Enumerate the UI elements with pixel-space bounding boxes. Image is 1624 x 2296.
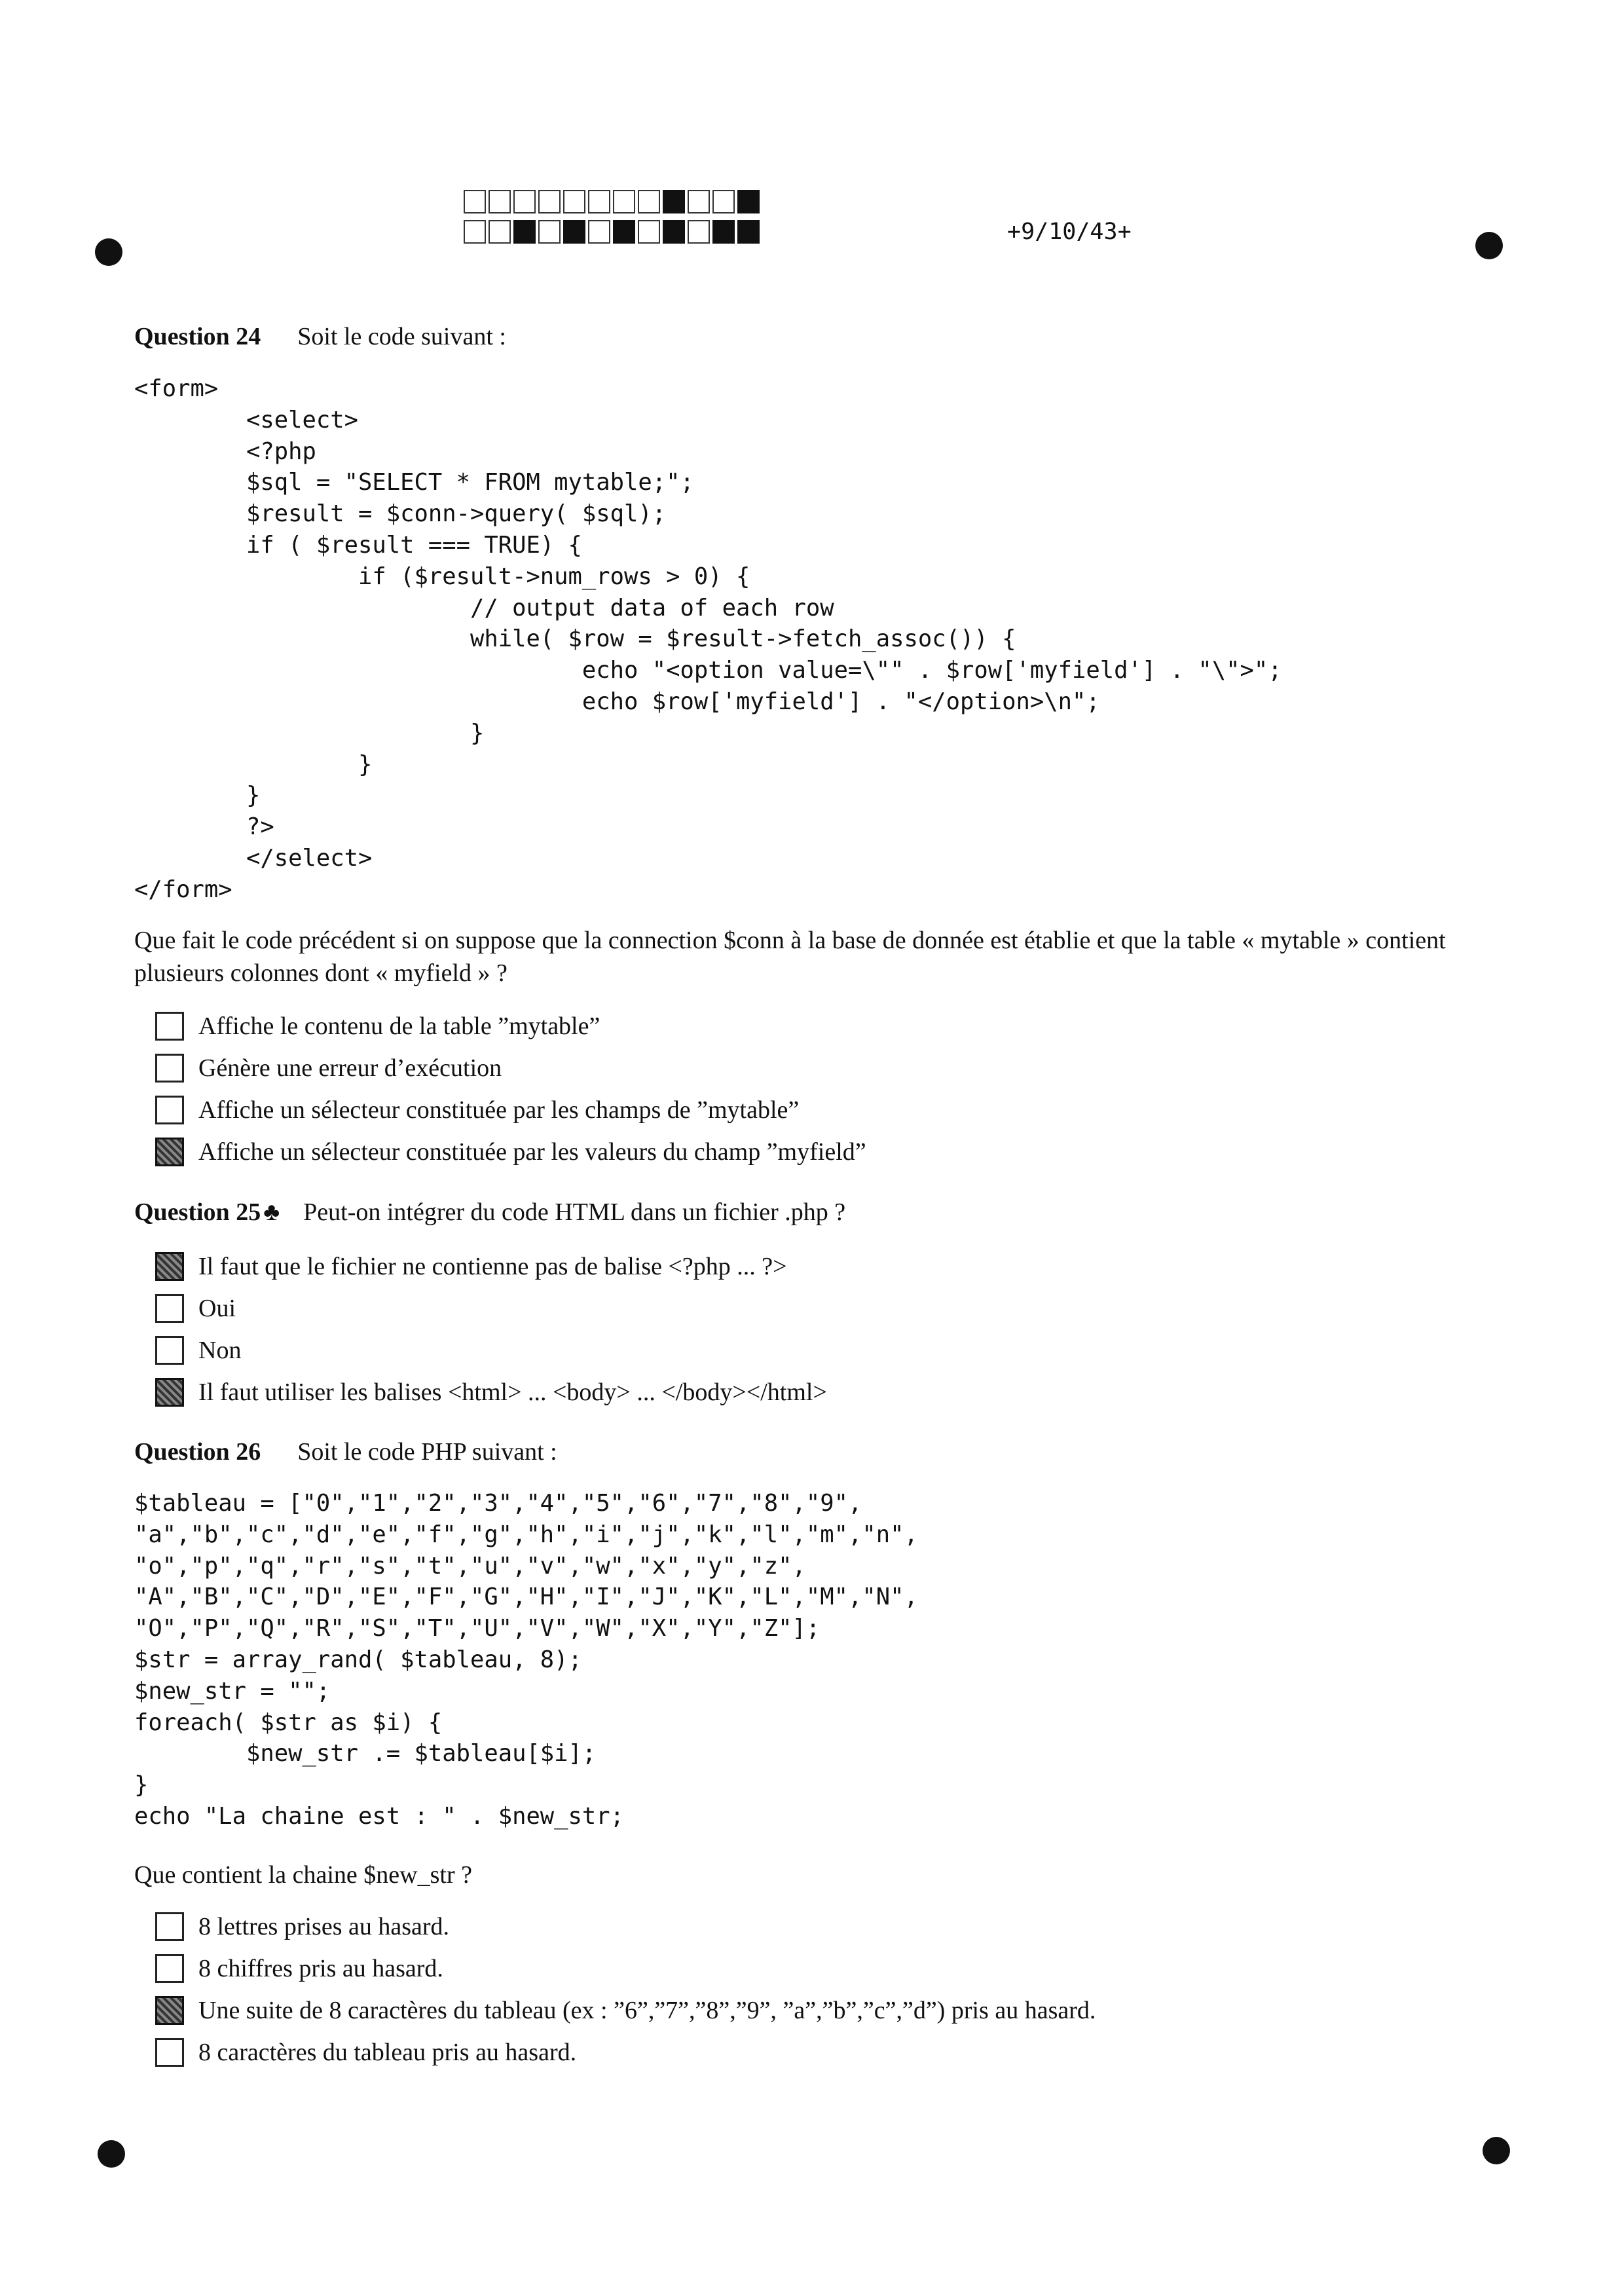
barcode-cell [563,190,585,213]
answer-option[interactable] [155,1131,866,1173]
answer-label: Non [198,1337,242,1364]
barcode-cell [712,190,735,213]
barcode-cell [613,190,635,213]
answer-option[interactable] [155,1371,827,1413]
checkbox[interactable] [155,1096,184,1124]
checkbox[interactable] [155,2038,184,2067]
answer-option[interactable] [155,1246,827,1287]
registration-mark-bottom-left [98,2140,125,2168]
barcode-cell [538,190,561,213]
barcode-cell [464,190,486,213]
answer-option[interactable] [155,1906,1096,1948]
question-24-code: <form> <select> <?php $sql = "SELECT * FROM mytable;"; $result = $conn->query( $sql); if ( $result === TRUE) { if ($result->num_rows > 0) { // output data of each row while( $row = $result->fetch_assoc()) { echo "<option value=\"" . $row['myfield'] . "\">"; echo $row['myfield'] . "</option>\n"; } } } ?> </select> </form> [134,375,1282,903]
answer-label: 8 caractères du tableau pris au hasard. [198,2039,577,2066]
answer-label: Il faut que le fichier ne contienne pas de balise <?php ... ?> [198,1253,787,1280]
answer-option[interactable] [155,1990,1096,2031]
registration-mark-top-left [95,238,122,266]
question-24-text: Que fait le code précédent si on suppose que la connection $conn à la base de donnée est établie et que la table « mytable » contient plusieurs colonnes dont « myfield » ? [134,927,1446,987]
registration-mark-bottom-right [1483,2137,1510,2164]
answer-label: Génère une erreur d’exécution [198,1054,502,1082]
barcode-cell [737,220,760,244]
question-25-answers [155,1246,827,1413]
barcode-cell [464,220,486,244]
answer-label: 8 lettres prises au hasard. [198,1913,450,1940]
barcode-cell [513,190,536,213]
answer-label: Il faut utiliser les balises <html> ... <body> ... </body></html> [198,1379,827,1406]
answer-label: Affiche un sélecteur constituée par les valeurs du champ ”myfield” [198,1138,866,1166]
answer-option[interactable] [155,1329,827,1371]
question-24-answers [155,1005,866,1173]
question-24-label: Question 24 [134,323,261,350]
answer-option[interactable] [155,2031,1096,2073]
barcode-cell [588,190,610,213]
answer-label: Une suite de 8 caractères du tableau (ex : ”6”,”7”,”8”,”9”, ”a”,”b”,”c”,”d”) pris au hasard. [198,1997,1096,2024]
question-26-label: Question 26 [134,1438,261,1466]
question-26-text: Que contient la chaine $new_str ? [134,1861,472,1889]
question-25-label: Question 25 [134,1198,261,1226]
question-25-header [134,1198,845,1227]
answer-option[interactable] [155,1948,1096,1990]
registration-mark-top-right [1475,232,1503,259]
barcode-cell [688,220,710,244]
checkbox-checked[interactable] [155,1138,184,1166]
answer-option[interactable] [155,1089,866,1131]
barcode-cell [712,220,735,244]
answer-option[interactable] [155,1047,866,1089]
question-26-prompt: Soit le code PHP suivant : [297,1438,557,1466]
barcode-cell [563,220,585,244]
barcode-cell [663,190,685,213]
question-24-prompt: Soit le code suivant : [297,323,506,350]
barcode-cell [489,220,511,244]
question-26-answers [155,1906,1096,2073]
question-24-header [134,322,506,351]
answer-label: Affiche le contenu de la table ”mytable” [198,1012,600,1040]
question-25-prompt: Peut-on intégrer du code HTML dans un fichier .php ? [303,1198,846,1226]
answer-label: Affiche un sélecteur constituée par les champs de ”mytable” [198,1096,800,1124]
barcode-cell [588,220,610,244]
checkbox[interactable] [155,1054,184,1083]
answer-option[interactable] [155,1287,827,1329]
question-26-header [134,1437,557,1466]
checkbox[interactable] [155,1336,184,1365]
barcode-cell [613,220,635,244]
page-barcode [464,190,762,250]
checkbox-checked[interactable] [155,1252,184,1281]
barcode-cell [638,220,660,244]
barcode-cell [663,220,685,244]
checkbox[interactable] [155,1954,184,1983]
checkbox[interactable] [155,1912,184,1941]
barcode-cell [737,190,760,213]
checkbox-checked[interactable] [155,1996,184,2025]
checkbox[interactable] [155,1294,184,1323]
barcode-row-2 [464,220,762,245]
page-id: +9/10/43+ [1007,219,1132,245]
club-icon: ♣ [263,1198,280,1226]
barcode-cell [538,220,561,244]
checkbox-checked[interactable] [155,1378,184,1407]
answer-label: Oui [198,1295,236,1322]
checkbox[interactable] [155,1012,184,1041]
barcode-cell [513,220,536,244]
barcode-cell [489,190,511,213]
answer-option[interactable] [155,1005,866,1047]
question-26-code: $tableau = ["0","1","2","3","4","5","6","7","8","9", "a","b","c","d","e","f","g","h","i","j","k","l","m","n", "o","p","q","r","s","t","u","v","w","x","y","z", "A","B","C","D","E","F","G","H","I","J","K","L","M","N", "O","P","Q","R","S","T","U","V","W","X","Y","Z"]; $str = array_rand( $tableau, 8); $new_str = ""; foreach( $str as $i) { $new_str .= $tableau[$i]; } echo "La chaine est : " . $new_str; [134,1490,918,1830]
answer-label: 8 chiffres pris au hasard. [198,1955,443,1982]
barcode-row-1 [464,190,762,215]
barcode-cell [688,190,710,213]
barcode-cell [638,190,660,213]
